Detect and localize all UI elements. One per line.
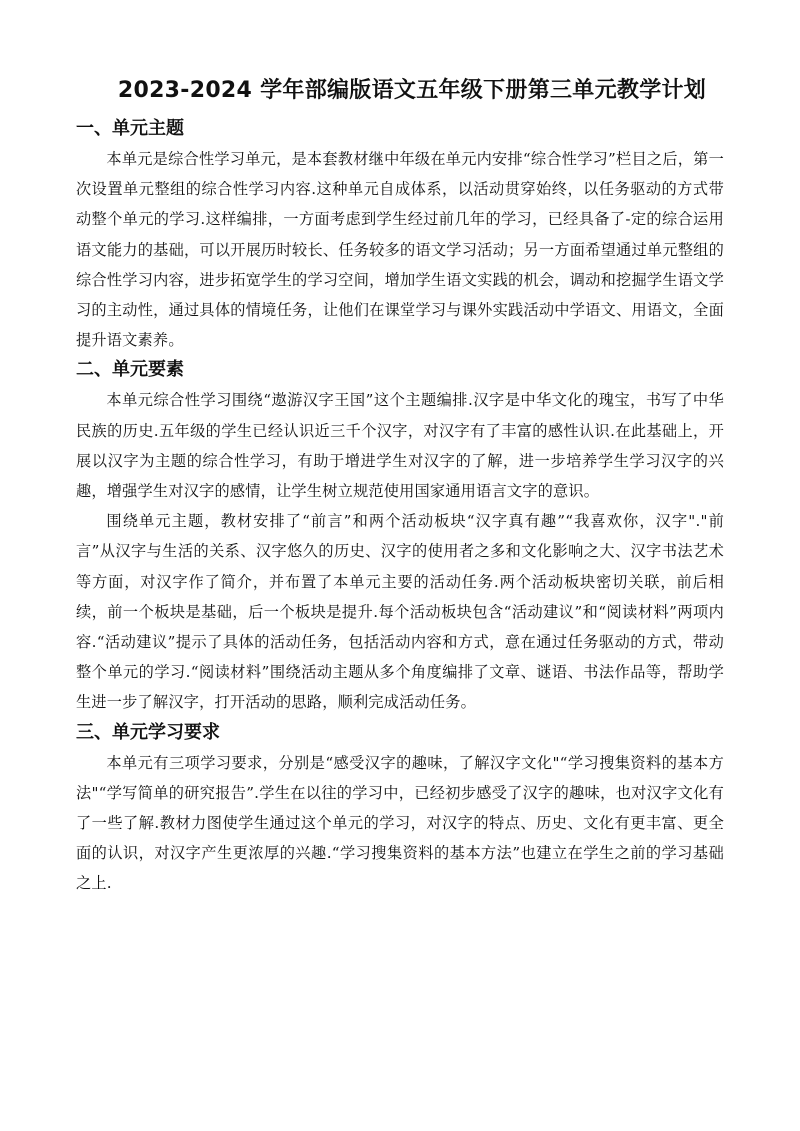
section-heading: 一、单元主题: [76, 118, 184, 139]
document-title: 2023-2024 学年部编版语文五年级下册第三单元教学计划: [117, 78, 707, 103]
section-heading: 二、单元要素: [76, 359, 184, 381]
paragraph: 本单元是综合性学习单元，是本套教材继中年级在单元内安排“综合性学习”栏目之后，第一次设置单元整组的综合性学习内容.这种单元自成体系，以活动贯穿始终，以任务驱动的方式带动整个单元的学习.这样编排，一方面考虑到学生经过前几年的学习，已经具备了-定的综合运用语文能力的基础，可以开展历时较长、任务较多的语文学习活动；另一方面希望通过单元整组的综合性学习内容，进步拓宽学生的学习空间，增加学生语文实践的机会，调动和挖掘学生语文学习的主动性，通过具体的情境任务，让他们在课堂学习与课外实践活动中学语文、用语文，全面提升语文素养。: [76, 150, 724, 350]
paragraph: 本单元综合性学习围绕“遨游汉字王国”这个主题编排.汉字是中华文化的瑰宝，书写了中华民族的历史.五年级的学生已经认识近三千个汉字，对汉字有了丰富的感性认识.在此基础上，开展以汉字为主题的综合性学习，有助于增进学生对汉字的了解，进一步培养学生学习汉字的兴趣，增强学生对汉字的感情，让学生树立规范使用国家通用语言文字的意识。: [76, 391, 724, 501]
section-heading: 三、单元学习要求: [76, 721, 220, 743]
paragraph: 本单元有三项学习要求，分别是“感受汉字的趣味，了解汉字文化"“学习搜集资料的基本方法"“学写简单的研究报告”.学生在以往的学习中，已经初步感受了汉字的趣味，也对汉字文化有了一些了解.教材力图使学生通过这个单元的学习，对汉字的特点、历史、文化有更丰富、更全面的认识，对汉字产生更浓厚的兴趣.“学习搜集资料的基本方法”也建立在学生之前的学习基础之上.: [76, 753, 724, 893]
paragraph: 围绕单元主题，教材安排了“前言”和两个活动板块“汉字真有趣”“我喜欢你，汉字"."前言”从汉字与生活的关系、汉字悠久的历史、汉字的使用者之多和文化影响之大、汉字书法艺术等方面，对汉字作了简介，并布置了本单元主要的活动任务.两个活动板块密切关联，前后相续，前一个板块是基础，后一个板块是提升.每个活动板块包含“活动建议”和“阅读材料”两项内容.“活动建议”提示了具体的活动任务，包括活动内容和方式，意在通过任务驱动的方式，带动整个单元的学习.“阅读材料”围绕活动主题从多个角度编排了文章、谜语、书法作品等，帮助学生进一步了解汉字，打开活动的思路，顺利完成活动任务。: [76, 512, 724, 712]
section-learning-requirements: [76, 718, 724, 899]
section-unit-theme: [76, 114, 724, 355]
section-unit-elements: [76, 355, 724, 717]
